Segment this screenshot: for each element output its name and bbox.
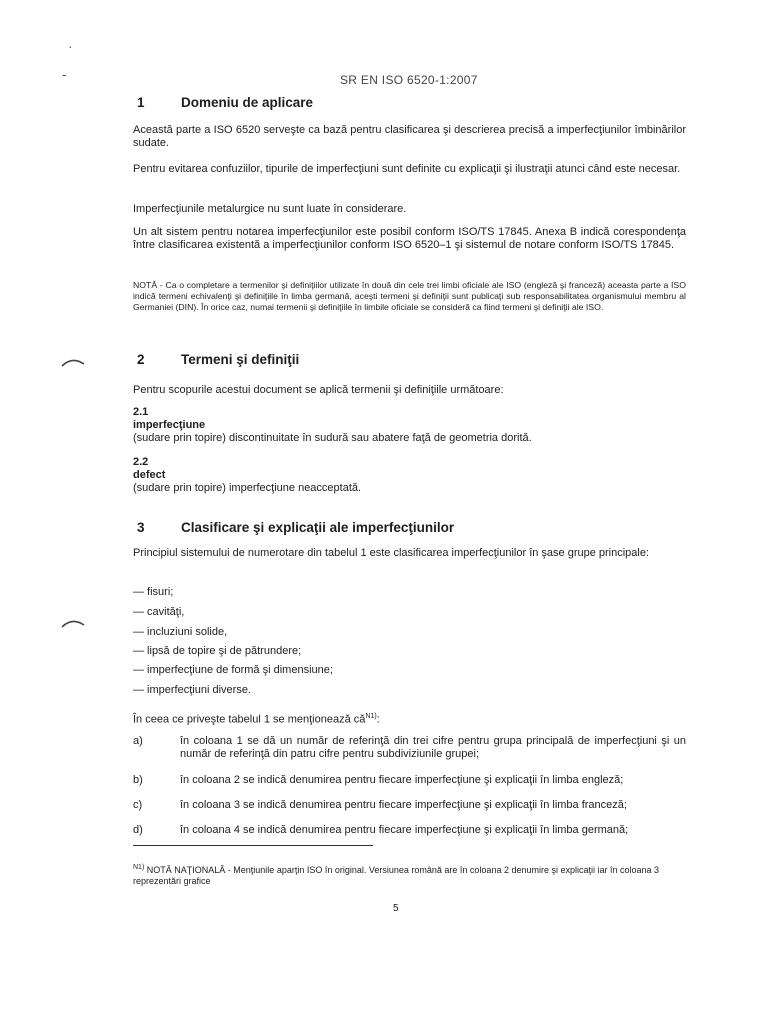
table-reference-text: În ceea ce priveşte tabelul 1 se menţionează că (133, 713, 366, 726)
section-2-number: 2 (137, 352, 145, 367)
term-2-2-name: defect (133, 469, 166, 481)
table-reference-colon: : (376, 713, 380, 726)
footnote (133, 862, 693, 887)
list-item-text: în coloana 3 se indică denumirea pentru fiecare imperfecţiune şi explicaţii în limba franceză; (180, 799, 627, 811)
table-reference-intro (133, 710, 686, 727)
page-number: 5 (393, 903, 399, 914)
list-item-text: în coloana 2 se indică denumirea pentru fiecare imperfecţiune şi explicaţii în limba engleză; (180, 774, 624, 786)
list-item-group: — imperfecţiune de formă şi dimensiune; (133, 664, 333, 676)
term-2-1-number: 2.1 (133, 406, 149, 418)
term-2-2-number: 2.2 (133, 456, 149, 468)
list-item-label: a) (133, 735, 143, 747)
scan-mark: · (68, 38, 73, 54)
footnote-marker: N1) (133, 864, 145, 871)
list-item-text: în coloana 4 se indică denumirea pentru fiecare imperfecţiune şi explicaţii în limba germană; (180, 824, 629, 836)
section-2-title: Termeni şi definiţii (181, 352, 300, 367)
section-3-number: 3 (137, 520, 145, 535)
list-item-group: — incluziuni solide, (133, 626, 228, 638)
footnote-reference: N1) (365, 713, 377, 720)
list-item-group: — fisuri; (133, 586, 174, 598)
list-item-label: b) (133, 774, 143, 786)
section-1-paragraph-4: Un alt sistem pentru notarea imperfecţiunilor este posibil conform ISO/TS 17845. Anexa B indică corespondenţa între clasificarea existentă a imperfecţiunilor conform ISO 6520–1 şi sistemul de notare conform ISO/TS 17845. (133, 226, 686, 251)
list-item-group: — imperfecţiuni diverse. (133, 684, 251, 696)
document-header: SR EN ISO 6520-1:2007 (340, 73, 478, 87)
section-3-title: Clasificare şi explicaţii ale imperfecţiunilor (181, 520, 455, 535)
scan-mark: - (62, 66, 67, 82)
list-item-group: — lipsă de topire şi de pătrundere; (133, 645, 302, 657)
term-2-1-name: imperfecţiune (133, 419, 206, 431)
section-1-paragraph-2: Pentru evitarea confuziilor, tipurile de imperfecţiuni sunt definite cu explicaţii şi ilustraţii atunci când este necesar. (133, 163, 681, 175)
section-1-paragraph-3: Imperfecţiunile metalurgice nu sunt luate în considerare. (133, 203, 407, 215)
list-item-group: — cavităţi, (133, 606, 185, 618)
term-2-2-definition: (sudare prin topire) imperfecţiune neacceptată. (133, 482, 362, 494)
section-1-title: Domeniu de aplicare (181, 95, 314, 110)
term-2-1-definition: (sudare prin topire) discontinuitate în sudură sau abatere faţă de geometria dorită. (133, 432, 532, 444)
list-item-text: în coloana 1 se dă un număr de referinţă din trei cifre pentru grupa principală de imperfecţiuni şi un număr de referinţă din patru cifre pentru subdiviziunile grupei; (180, 735, 686, 760)
list-item-label: d) (133, 824, 143, 836)
section-1-paragraph-1: Această parte a ISO 6520 serveşte ca bază pentru clasificarea şi descrierea precisă a imperfecţiunilor îmbinărilor sudate. (133, 124, 686, 149)
footnote-text: NOTĂ NAŢIONALĂ - Menţiunile aparţin ISO în original. Versiunea română are în coloana 2 denumire şi explicaţii iar în coloana 3 reprezentări grafice (133, 865, 660, 886)
list-item-label: c) (133, 799, 143, 811)
punch-hole-mark (60, 617, 86, 629)
footnote-divider (133, 845, 373, 846)
section-1-number: 1 (137, 95, 145, 110)
section-3-intro: Principiul sistemului de numerotare din tabelul 1 este clasificarea imperfecţiunilor în şase grupe principale: (133, 547, 650, 559)
section-2-intro: Pentru scopurile acestui document se aplică termenii şi definiţiile următoare: (133, 384, 504, 396)
punch-hole-mark (60, 356, 86, 368)
section-1-note: NOTĂ - Ca o completare a termenilor şi definiţiilor utilizate în două din cele trei limbi oficiale ale ISO (engleză şi franceză) aceasta parte a ISO indică termeni echivalenţi şi definiţiile în limba germană, aceşti termeni şi definiţii sunt publicaţi sub responsabilitatea organismului membru al Germaniei (DIN). În orice caz, numai termenii şi definiţiile în limbile oficiale se consideră ca fiind termeni şi definiţii ale ISO. (133, 280, 686, 312)
